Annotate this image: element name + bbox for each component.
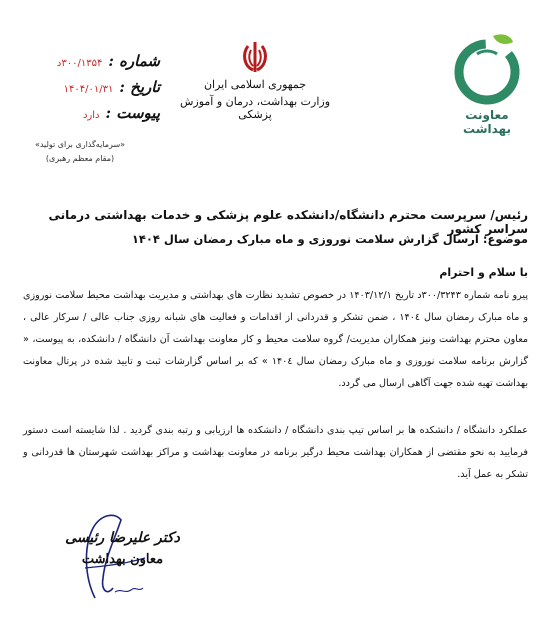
attachment-value: دارد <box>82 110 100 121</box>
subject-label: موضوع: <box>482 232 528 246</box>
signer-title: معاون بهداشت <box>81 552 164 567</box>
body-paragraph-2: عملکرد دانشگاه / دانشکده ها بر اساس تیپ بندی دانشگاه / دانشکده ها ارزیابی و رتبه بندی گردید . لذا شایسته است دستور فرمایید به نحو مقتضی از همکاران بهداشت محیط درگیر برنامه در معاونت بهداشت و مراکز بهداشت شهرستان ها قدردانی و تشکر به عمل آید. <box>23 425 528 480</box>
slogan-line1: «سرمایه‌گذاری برای تولید» <box>34 140 126 149</box>
iran-emblem-icon <box>240 40 270 74</box>
subject-line <box>28 232 528 246</box>
ministry-name-line1: جمهوری اسلامی ایران <box>203 78 307 91</box>
letter-meta <box>10 52 160 130</box>
signer-name: دکتر علیرضا رئیسی <box>65 530 180 546</box>
subject-text: ارسال گزارش سلامت نوروزی و ماه مبارک رمضان سال ۱۴۰۴ <box>131 232 479 246</box>
recipient: رئیس/ سرپرست محترم دانشگاه/دانشکده علوم پزشکی و خدمات بهداشتی درمانی سراسر کشور <box>48 208 528 236</box>
body-paragraph-1: پیرو نامه شماره ۳۰۰/۳۲۴۳د تاریخ ۱۴۰۳/۱۲/۱ در خصوص تشدید نظارت های بهداشتی و مدیریت بهداشت محیط سلامت نوروزی و ماه مبارک رمضان سال ۱۴۰٤ ، ضمن تشکر و قدردانی از اقدامات و فعالیت های شبانه روزی جناب عالی / سرکار عالی ، معاون محترم بهداشت ونیز همکاران مدیریت/ گروه سلامت محیط و کار معاونت بهداشت آن دانشگاه / دانشکده، به پیوست، « گزارش برنامه سلامت نوروزی و ماه مبارک رمضان سال ۱۴۰٤ » که بر اساس گزارشات ثبت و تایید شده در پرتال معاونت بهداشت تهیه شده جهت آگاهی ارسال می گردد. <box>23 290 529 389</box>
logo-caption: معاونت بهداشت <box>463 108 511 136</box>
letter-date-row <box>10 78 160 104</box>
date-label: تاریخ : <box>119 78 160 96</box>
apple-logo-icon <box>447 28 527 106</box>
health-deputy-logo <box>442 28 532 136</box>
letter-number-row <box>10 52 160 78</box>
letter-attachment-row <box>10 104 160 130</box>
signature-block <box>55 508 195 608</box>
number-value: ۳۰۰/۱۳۵۴د <box>56 58 103 69</box>
greeting: با سلام و احترام <box>439 266 528 279</box>
slogan <box>10 138 150 166</box>
ministry-emblem <box>175 40 335 121</box>
slogan-line2: (مقام معظم رهبری) <box>45 154 115 163</box>
attachment-label: پیوست : <box>105 104 160 122</box>
date-value: ۱۴۰۴/۰۱/۳۱ <box>63 84 114 95</box>
ministry-name-line2: وزارت بهداشت، درمان و آموزش پزشکی <box>179 95 331 121</box>
number-label: شماره : <box>108 52 160 70</box>
